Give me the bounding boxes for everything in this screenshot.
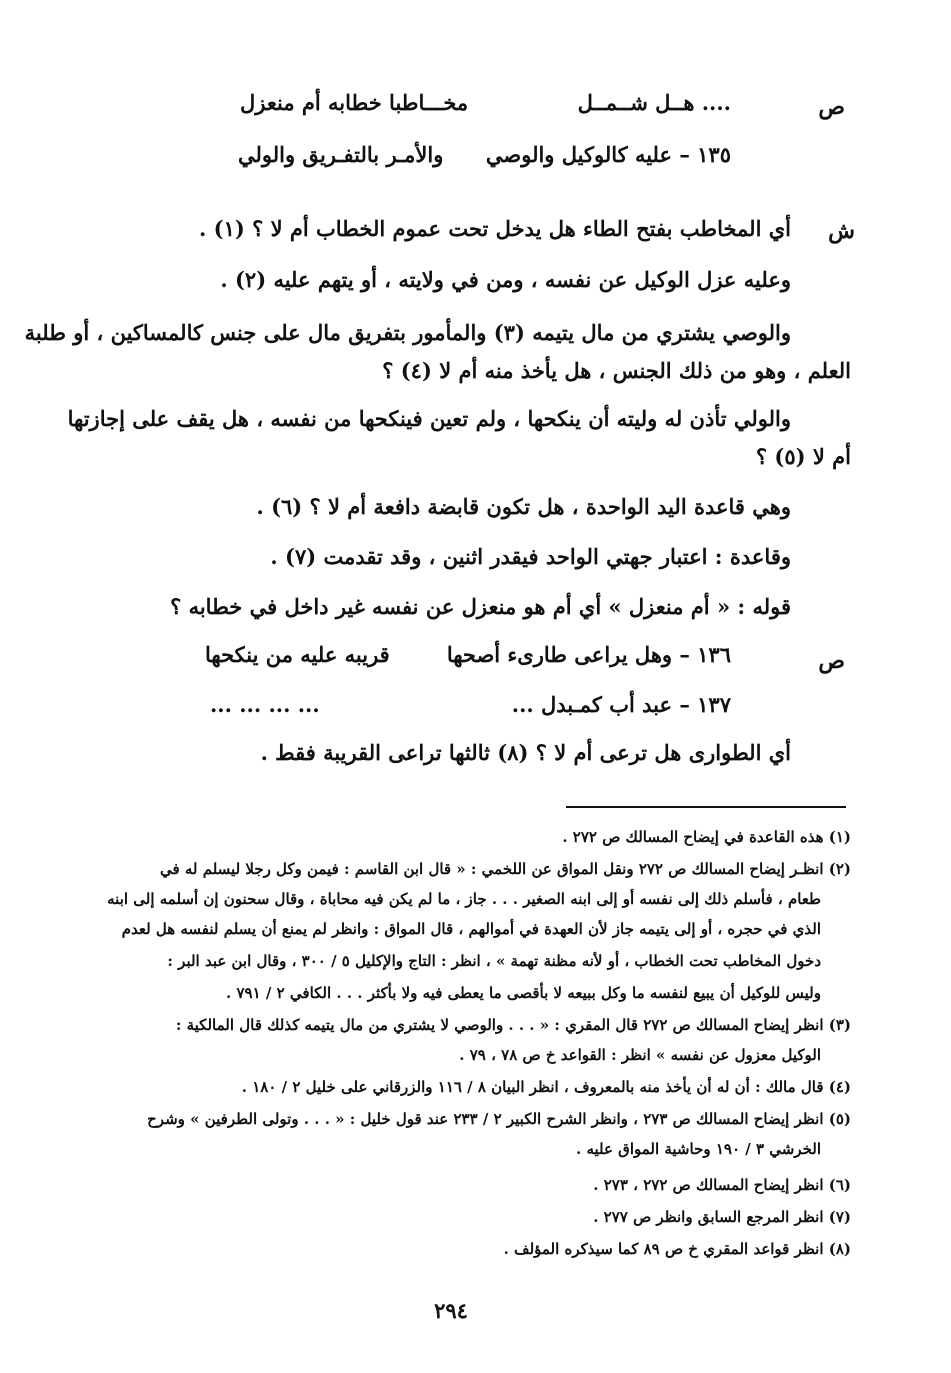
verse-2-line-2-left: ... ... ... ... bbox=[210, 692, 320, 717]
footnote-1: (١) هذه القاعدة في إيضاح المسالك ص ٢٧٢ . bbox=[562, 828, 851, 846]
paragraph-5: وهي قاعدة اليد الواحدة ، هل تكون قابضة دافعة أم لا ؟ (٦) . bbox=[256, 494, 791, 519]
verse-1-line-2-left: والأمـر بالتفـريق والولي bbox=[238, 142, 444, 167]
footnote-4: (٤) قال مالك : أن له أن يأخذ منه بالمعروف ، انظر البيان ٨ / ١١٦ والزرقاني على خليل ٢ / ١٨٠ . bbox=[241, 1078, 851, 1096]
paragraph-1: أي المخاطب بفتح الطاء هل يدخل تحت عموم الخطاب أم لا ؟ (١) . bbox=[199, 216, 791, 241]
verse-marker-sad: ص bbox=[818, 94, 845, 120]
paragraph-4-line-2: أم لا (٥) ؟ bbox=[755, 444, 851, 469]
paragraph-3-line-2: العلم ، وهو من ذلك الجنس ، هل يأخذ منه أم لا (٤) ؟ bbox=[382, 358, 851, 383]
paragraph-6: وقاعدة : اعتبار جهتي الواحد فيقدر اثنين ، وقد تقدمت (٧) . bbox=[270, 544, 791, 569]
verse-1-line-1-right: .... هــل شــمــل bbox=[577, 90, 731, 115]
footnote-3-line-2: الوكيل معزول عن نفسه » انظر : القواعد خ ص ٧٨ ، ٧٩ . bbox=[459, 1046, 821, 1064]
footnote-separator bbox=[566, 806, 846, 808]
paragraph-4-line-1: والولي تأذن له وليته أن ينكحها ، ولم تعين فينكحها من نفسه ، هل يقف على إجازتها bbox=[67, 406, 791, 431]
footnote-3-line-1: (٣) انظر إيضاح المسالك ص ٢٧٢ قال المقري : « . . . والوصي لا يشتري من مال يتيمه كذلك قال المالكية : bbox=[175, 1016, 851, 1034]
footnote-2-line-1: (٢) انظـر إيضاح المسالك ص ٢٧٢ ونقل المواق عن اللخمي : « قال ابن القاسم : فيمن وكل رجلا ليسلم له في bbox=[159, 860, 851, 878]
paragraph-2: وعليه عزل الوكيل عن نفسه ، ومن في ولايته ، أو يتهم عليه (٢) . bbox=[220, 267, 791, 292]
paragraph-8: أي الطوارى هل ترعى أم لا ؟ (٨) ثالثها تراعى القريبة فقط . bbox=[260, 740, 791, 765]
footnote-2-line-3: الذي في حجره ، أو إلى يتيمه جاز لأن العهدة في أموالهم ، قال المواق : وانظر لم يمنع أن يسلم لنفسه هل لعدم bbox=[121, 920, 821, 938]
footnote-8: (٨) انظر قواعد المقري خ ص ٨٩ كما سيذكره المؤلف . bbox=[503, 1240, 851, 1258]
verse-marker-sad-2: ص bbox=[818, 648, 845, 674]
verse-2-line-1-left: قريبه عليه من ينكحها bbox=[205, 642, 390, 667]
commentary-marker-shin: ش bbox=[828, 218, 855, 244]
footnote-7: (٧) انظر المرجع السابق وانظر ص ٢٧٧ . bbox=[593, 1208, 851, 1226]
verse-2-line-2-right: ١٣٧ – عبد أب كمـبدل ... bbox=[511, 692, 731, 717]
footnote-5-line-1: (٥) انظر إيضاح المسالك ص ٢٧٣ ، وانظر الشرح الكبير ٢ / ٢٣٣ عند قول خليل : « . . . وتولى الطرفين » وشرح bbox=[147, 1110, 851, 1128]
footnote-2-line-4: دخول المخاطب تحت الخطاب ، أو لأنه مظنة تهمة » ، انظر : التاج والإكليل ٥ / ٣٠٠ ، وقال ابن عبد البر : bbox=[167, 952, 821, 970]
paragraph-3-line-1: والوصي يشتري من مال يتيمه (٣) والمأمور بتفريق مال على جنس كالمساكين ، أو طلبة bbox=[24, 320, 791, 345]
footnote-2-line-2: طعام ، فأسلم ذلك إلى نفسه أو إلى ابنه الصغير . . . جاز ، ما لم يكن فيه محاباة ، وقال سحنون إن أسلمه إلى ابنه bbox=[107, 890, 821, 908]
verse-1-line-1-left: مخـــاطبا خطابه أم منعزل bbox=[240, 90, 469, 115]
footnote-2-line-5: وليس للوكيل أن يبيع لنفسه ما وكل ببيعه لا بأقصى ما يعطى فيه ولا بأكثر . . . الكافي ٢ / ٧٩١ . bbox=[226, 984, 821, 1002]
verse-1-line-2-right: ١٣٥ – عليه كالوكيل والوصي bbox=[485, 142, 731, 167]
page-number: ٢٩٤ bbox=[434, 1298, 468, 1323]
footnote-6: (٦) انظر إيضاح المسالك ص ٢٧٢ ، ٢٧٣ . bbox=[593, 1176, 851, 1194]
verse-2-line-1-right: ١٣٦ – وهل يراعى طارىء أصحها bbox=[446, 642, 731, 667]
footnote-5-line-2: الخرشي ٣ / ١٩٠ وحاشية المواق عليه . bbox=[576, 1140, 821, 1158]
paragraph-7: قوله : « أم منعزل » أي أم هو منعزل عن نفسه غير داخل في خطابه ؟ bbox=[170, 594, 791, 619]
